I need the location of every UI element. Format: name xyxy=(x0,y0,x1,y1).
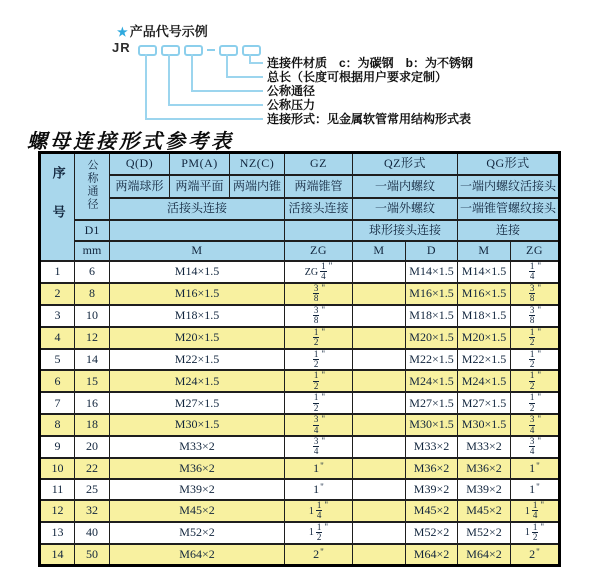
code-box-1 xyxy=(138,45,157,56)
qg-m-cell: M39×2 xyxy=(458,479,511,500)
qz-m-cell xyxy=(353,414,406,436)
qz-m-cell xyxy=(353,392,406,414)
header-sub-qg-zg: ZG xyxy=(511,241,560,261)
header-d1: D1 xyxy=(75,220,110,241)
m-cell: M52×2 xyxy=(110,522,285,544)
qg-m-cell: M24×1.5 xyxy=(458,370,511,392)
header-sub-zg: ZG xyxy=(285,241,353,261)
connector-line xyxy=(191,54,193,91)
qg-m-cell: M27×1.5 xyxy=(458,392,511,414)
fraction: $\frac{1}{2}$ xyxy=(532,521,538,543)
header-sub-qz-m: M xyxy=(353,241,406,261)
qz-m-cell xyxy=(353,458,406,479)
fraction: $\frac{1}{2}$ xyxy=(316,521,322,543)
connector-line xyxy=(226,54,228,77)
fraction: $\frac{1}{2}$ xyxy=(313,392,319,413)
code-box-4 xyxy=(219,45,238,56)
qz-d-cell: M64×2 xyxy=(406,544,458,566)
seq-cell: 3 xyxy=(40,305,75,327)
qg-zg-cell: $\frac{1}{2}$ " xyxy=(511,349,560,371)
header-dn: 公称通径 xyxy=(75,153,110,221)
qz-m-cell xyxy=(353,370,406,392)
gz-cell: 2" xyxy=(285,544,353,566)
table-title: 螺母连接形式参考表 xyxy=(27,131,234,153)
qg-zg-cell: $\frac{1}{2}$ " xyxy=(511,392,560,414)
table-body xyxy=(40,261,560,565)
header-ext-thread: 一端外螺纹 xyxy=(353,198,458,220)
qz-d-cell: M18×1.5 xyxy=(406,305,458,327)
seq-cell: 5 xyxy=(40,349,75,371)
fraction: $\frac{3}{8}$ xyxy=(313,304,319,326)
table-row xyxy=(40,414,560,436)
diagram-label-diameter: 公称通径 xyxy=(267,84,316,98)
qz-m-cell xyxy=(353,327,406,349)
m-cell: M27×1.5 xyxy=(110,392,285,414)
dn-cell: 15 xyxy=(75,370,110,392)
dn-cell: 6 xyxy=(75,261,110,283)
dn-cell: 10 xyxy=(75,305,110,327)
dn-cell: 25 xyxy=(75,479,110,500)
m-cell: M24×1.5 xyxy=(110,370,285,392)
qg-zg-cell: $\frac{1}{4}$ " xyxy=(511,261,560,283)
header-seq: 序号 xyxy=(40,153,75,262)
gz-cell: $\frac{1}{2}$ " xyxy=(285,349,353,371)
dn-cell: 12 xyxy=(75,327,110,349)
m-cell: M36×2 xyxy=(110,458,285,479)
gz-cell: $\frac{3}{4}$ " xyxy=(285,414,353,436)
fraction: $\frac{1}{2}$ xyxy=(313,370,319,391)
table-row xyxy=(40,261,560,283)
fraction: $\frac{3}{4}$ xyxy=(313,414,319,435)
table-row xyxy=(40,283,560,305)
fraction: $\frac{1}{4}$ xyxy=(532,499,538,521)
seq-cell: 7 xyxy=(40,392,75,414)
dn-cell: 22 xyxy=(75,458,110,479)
gz-cell: $\frac{3}{8}$ " xyxy=(285,283,353,305)
qz-d-cell: M33×2 xyxy=(406,436,458,458)
fraction: $\frac{1}{2}$ xyxy=(529,348,535,369)
qz-d-cell: M20×1.5 xyxy=(406,327,458,349)
qg-zg-cell: $\frac{3}{8}$ " xyxy=(511,283,560,305)
header-m: M xyxy=(110,241,285,261)
header-desc-nzc: 两端内锥 xyxy=(230,175,285,198)
code-prefix: JR xyxy=(112,40,131,55)
header-code-nzc: NZ(C) xyxy=(230,153,285,176)
qg-zg-cell: 1 $\frac{1}{2}$ " xyxy=(511,522,560,544)
header-union-conn-gz: 活接头连接 xyxy=(285,198,353,220)
connector-line xyxy=(168,104,263,106)
gz-cell: ZG $\frac{1}{4}$ " xyxy=(285,261,353,283)
dn-cell: 40 xyxy=(75,522,110,544)
qg-m-cell: M20×1.5 xyxy=(458,327,511,349)
gz-cell: 1 $\frac{1}{4}$ " xyxy=(285,500,353,522)
header-mm: mm xyxy=(75,241,110,261)
qz-d-cell: M27×1.5 xyxy=(406,392,458,414)
dn-cell: 14 xyxy=(75,349,110,371)
gz-cell: 1 $\frac{1}{2}$ " xyxy=(285,522,353,544)
fraction: $\frac{1}{2}$ xyxy=(313,326,319,348)
qz-m-cell xyxy=(353,261,406,283)
table-row xyxy=(40,370,560,392)
connector-line xyxy=(168,54,170,105)
qg-m-cell: M18×1.5 xyxy=(458,305,511,327)
code-box-2 xyxy=(161,45,180,56)
m-cell: M20×1.5 xyxy=(110,327,285,349)
m-cell: M33×2 xyxy=(110,436,285,458)
qz-m-cell xyxy=(353,305,406,327)
diagram-heading xyxy=(117,21,208,40)
qg-m-cell: M52×2 xyxy=(458,522,511,544)
qg-m-cell: M36×2 xyxy=(458,458,511,479)
dn-cell: 16 xyxy=(75,392,110,414)
qg-zg-cell: 2" xyxy=(511,544,560,566)
seq-cell: 13 xyxy=(40,522,75,544)
seq-cell: 8 xyxy=(40,414,75,436)
code-box-3 xyxy=(184,45,203,56)
qg-m-cell: M22×1.5 xyxy=(458,349,511,371)
qg-zg-cell: $\frac{1}{2}$ " xyxy=(511,370,560,392)
gz-cell: $\frac{1}{2}$ " xyxy=(285,327,353,349)
header-union-conn: 活接头连接 xyxy=(110,198,285,220)
fraction: $\frac{3}{8}$ xyxy=(313,282,319,304)
fraction: $\frac{1}{2}$ xyxy=(529,326,535,348)
fraction: $\frac{1}{4}$ xyxy=(316,499,322,521)
qz-m-cell xyxy=(353,544,406,566)
m-cell: M45×2 xyxy=(110,500,285,522)
qz-m-cell xyxy=(353,349,406,371)
code-box-5 xyxy=(242,45,261,56)
seq-cell: 4 xyxy=(40,327,75,349)
m-cell: M18×1.5 xyxy=(110,305,285,327)
connector-line xyxy=(226,76,263,78)
header-sub-qg-m: M xyxy=(458,241,511,261)
header-taper-thread: 一端锥管螺纹接头 xyxy=(458,198,560,220)
header-desc-qd: 两端球形 xyxy=(110,175,170,198)
fraction: $\frac{3}{8}$ xyxy=(529,282,535,304)
table-row xyxy=(40,349,560,371)
seq-cell: 6 xyxy=(40,370,75,392)
qg-zg-cell: 1" xyxy=(511,479,560,500)
diagram-label-connection: 连接形式：见金属软管常用结构形式表 xyxy=(267,112,472,126)
seq-cell: 10 xyxy=(40,458,75,479)
connector-line xyxy=(145,54,147,119)
table-row xyxy=(40,522,560,544)
gz-cell: $\frac{1}{2}$ " xyxy=(285,370,353,392)
qz-d-cell: M16×1.5 xyxy=(406,283,458,305)
fraction: $\frac{3}{4}$ xyxy=(313,436,319,457)
qz-d-cell: M30×1.5 xyxy=(406,414,458,436)
table-row xyxy=(40,544,560,566)
seq-cell: 11 xyxy=(40,479,75,500)
qz-d-cell: M52×2 xyxy=(406,522,458,544)
code-dash xyxy=(207,49,215,51)
qz-m-cell xyxy=(353,479,406,500)
header-empty-2 xyxy=(285,220,353,241)
fraction: $\frac{3}{4}$ xyxy=(529,436,535,457)
gz-cell: $\frac{3}{4}$ " xyxy=(285,436,353,458)
dn-cell: 8 xyxy=(75,283,110,305)
dn-cell: 32 xyxy=(75,500,110,522)
header-desc-gz: 两端锥管 xyxy=(285,175,353,198)
m-cell: M30×1.5 xyxy=(110,414,285,436)
table-row xyxy=(40,305,560,327)
dn-cell: 20 xyxy=(75,436,110,458)
diagram-label-pressure: 公称压力 xyxy=(267,98,316,112)
qg-m-cell: M45×2 xyxy=(458,500,511,522)
connector-line xyxy=(249,62,263,64)
seq-cell: 12 xyxy=(40,500,75,522)
header-ball-joint: 球形接头连接 xyxy=(353,220,458,241)
m-cell: M39×2 xyxy=(110,479,285,500)
seq-cell: 1 xyxy=(40,261,75,283)
dn-cell: 50 xyxy=(75,544,110,566)
nut-connection-table xyxy=(38,151,561,567)
qz-m-cell xyxy=(353,522,406,544)
qz-d-cell: M22×1.5 xyxy=(406,349,458,371)
fraction: $\frac{1}{2}$ xyxy=(529,370,535,391)
fraction: $\frac{3}{4}$ xyxy=(529,414,535,435)
header-desc-qz: 一端内螺纹 xyxy=(353,175,458,198)
fraction: $\frac{1}{2}$ xyxy=(529,392,535,413)
gz-cell: 1" xyxy=(285,458,353,479)
qg-m-cell: M14×1.5 xyxy=(458,261,511,283)
qg-zg-cell: 1 $\frac{1}{4}$ " xyxy=(511,500,560,522)
header-desc-pma: 两端平面 xyxy=(170,175,230,198)
qz-d-cell: M36×2 xyxy=(406,458,458,479)
qg-m-cell: M33×2 xyxy=(458,436,511,458)
diagram-heading-label: 产品代号示例 xyxy=(129,24,208,39)
qg-m-cell: M16×1.5 xyxy=(458,283,511,305)
seq-cell: 2 xyxy=(40,283,75,305)
qz-d-cell: M39×2 xyxy=(406,479,458,500)
qz-m-cell xyxy=(353,436,406,458)
diagram-label-length: 总长（长度可根据用户要求定制） xyxy=(267,70,448,84)
connector-line xyxy=(191,90,263,92)
table-header xyxy=(40,153,560,262)
fraction: $\frac{1}{2}$ xyxy=(313,348,319,369)
qz-d-cell: M24×1.5 xyxy=(406,370,458,392)
qg-zg-cell: $\frac{3}{4}$ " xyxy=(511,436,560,458)
table-row xyxy=(40,392,560,414)
qz-d-cell: M14×1.5 xyxy=(406,261,458,283)
qz-d-cell: M45×2 xyxy=(406,500,458,522)
gz-cell: $\frac{1}{2}$ " xyxy=(285,392,353,414)
header-code-qg: QG形式 xyxy=(458,153,560,176)
m-cell: M16×1.5 xyxy=(110,283,285,305)
gz-cell: 1" xyxy=(285,479,353,500)
qz-m-cell xyxy=(353,283,406,305)
header-code-qd: Q(D) xyxy=(110,153,170,176)
table-row xyxy=(40,436,560,458)
diagram-label-material: 连接件材质 c：为碳钢 b：为不锈钢 xyxy=(267,56,474,70)
header-code-gz: GZ xyxy=(285,153,353,176)
star-icon: ★ xyxy=(117,25,128,39)
qg-zg-cell: $\frac{1}{2}$ " xyxy=(511,327,560,349)
header-sub-qz-d: D xyxy=(406,241,458,261)
qg-zg-cell: $\frac{3}{8}$ " xyxy=(511,305,560,327)
header-code-pma: PM(A) xyxy=(170,153,230,176)
table-row xyxy=(40,458,560,479)
seq-cell: 14 xyxy=(40,544,75,566)
fraction: $\frac{1}{4}$ xyxy=(321,261,326,282)
qg-m-cell: M30×1.5 xyxy=(458,414,511,436)
qg-zg-cell: $\frac{3}{4}$ " xyxy=(511,414,560,436)
header-desc-qg: 一端内螺纹活接头 xyxy=(458,175,560,198)
m-cell: M22×1.5 xyxy=(110,349,285,371)
table-row xyxy=(40,479,560,500)
fraction: $\frac{1}{4}$ xyxy=(529,261,535,282)
m-cell: M64×2 xyxy=(110,544,285,566)
gz-cell: $\frac{3}{8}$ " xyxy=(285,305,353,327)
qg-zg-cell: 1" xyxy=(511,458,560,479)
header-connection: 连接 xyxy=(458,220,560,241)
table-row xyxy=(40,500,560,522)
header-empty-1 xyxy=(110,220,285,241)
qz-m-cell xyxy=(353,500,406,522)
qg-m-cell: M64×2 xyxy=(458,544,511,566)
seq-cell: 9 xyxy=(40,436,75,458)
dn-cell: 18 xyxy=(75,414,110,436)
header-code-qz: QZ形式 xyxy=(353,153,458,176)
table-row xyxy=(40,327,560,349)
fraction: $\frac{3}{8}$ xyxy=(529,304,535,326)
m-cell: M14×1.5 xyxy=(110,261,285,283)
connector-line xyxy=(145,118,263,120)
